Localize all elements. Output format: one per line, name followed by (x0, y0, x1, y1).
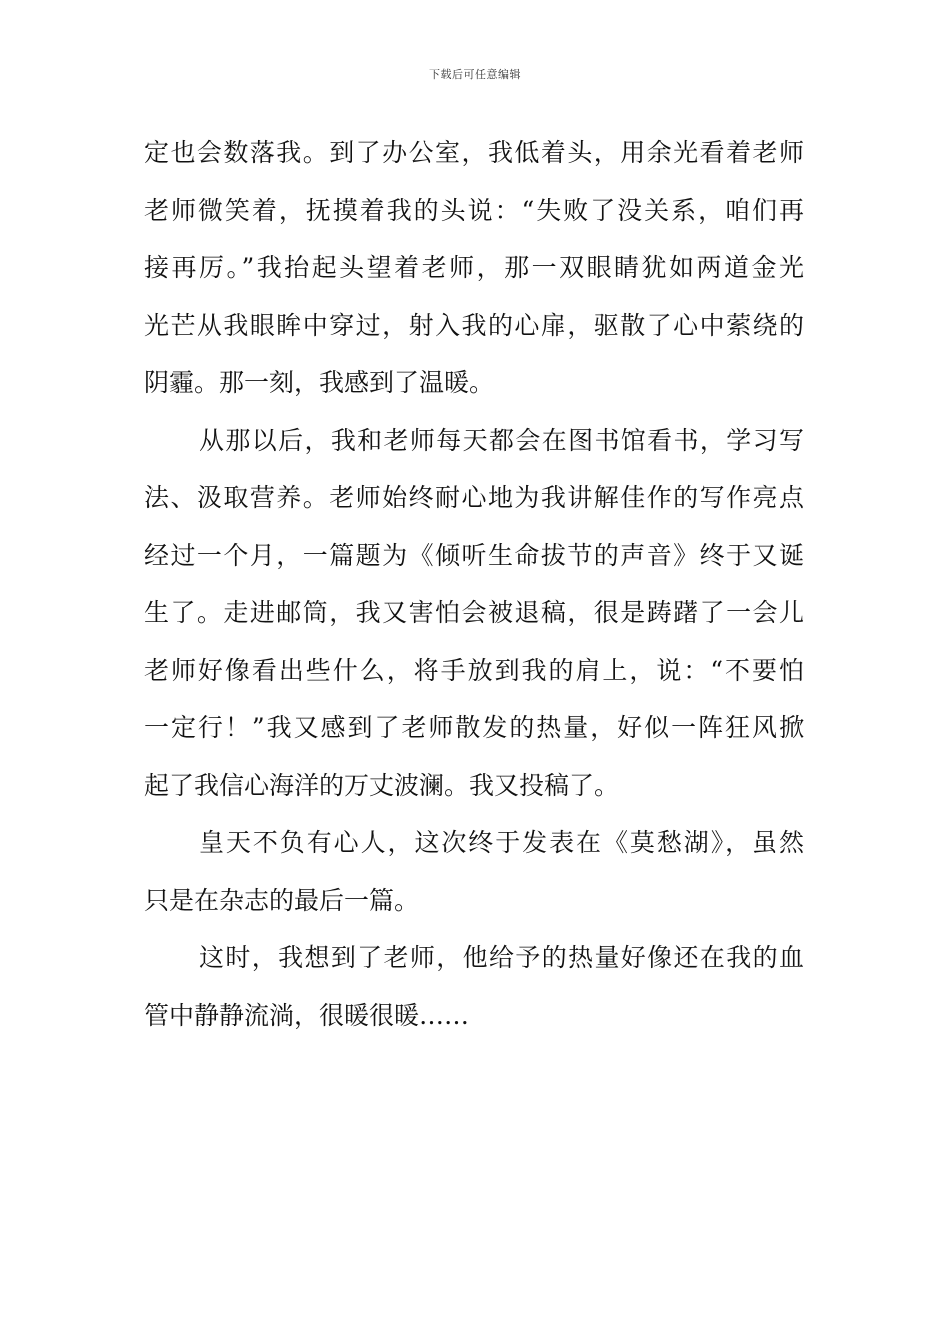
text-line: 只是在杂志的最后一篇。 (144, 885, 420, 915)
text-line: 一定行！”我又感到了老师散发的热量，好似一阵狂风掀 (144, 713, 804, 742)
body-text (144, 124, 804, 1044)
text-line: 经过一个月，一篇题为《倾听生命拔节的声音》终于又诞 (144, 540, 804, 570)
text-line: 光芒从我眼眸中穿过，射入我的心扉，驱散了心中萦绕的 (144, 310, 804, 340)
text-line: 老师微笑着，抚摸着我的头说：“失败了没关系，咱们再 (144, 195, 804, 225)
text-line: 接再厉。”我抬起头望着老师，那一双眼睛犹如两道金光 (144, 253, 804, 282)
page-header: 下载后可任意编辑 (429, 68, 521, 81)
text-line: 起了我信心海洋的万丈波澜。我又投稿了。 (144, 770, 620, 800)
paragraph-start-line: 从那以后，我和老师每天都会在图书馆看书，学习写 (199, 425, 804, 455)
paragraph-start-line: 这时，我想到了老师，他给予的热量好像还在我的血 (199, 943, 804, 972)
text-line: 生了。走进邮筒，我又害怕会被退稿，很是踌躇了一会儿 (144, 598, 804, 627)
text-line: 法、汲取营养。老师始终耐心地为我讲解佳作的写作亮点 (144, 483, 804, 512)
text-line: 管中静静流淌，很暖很暖…… (144, 1000, 470, 1030)
text-line: 阴霾。那一刻，我感到了温暖。 (144, 368, 495, 397)
text-line: 定也会数落我。到了办公室，我低着头，用余光看着老师 (144, 138, 804, 167)
paragraph-start-line: 皇天不负有心人，这次终于发表在《莫愁湖》，虽然 (199, 828, 804, 857)
text-line: 老师好像看出些什么，将手放到我的肩上，说：“不要怕 (144, 655, 804, 685)
